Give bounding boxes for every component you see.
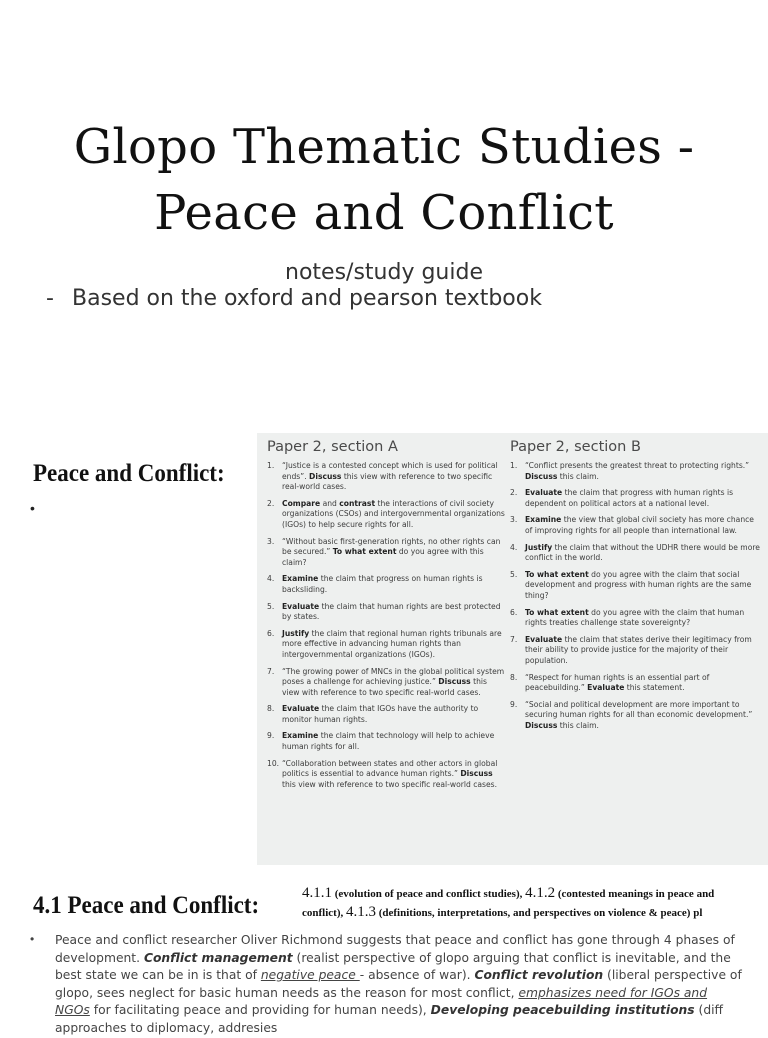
section-b-question-5 xyxy=(510,570,760,602)
command-term: Evaluate xyxy=(525,488,563,498)
question-text: the claim that without the UDHR there would be more conflict in the world. xyxy=(525,542,760,563)
section-41-heading: 4.1 Peace and Conflict: xyxy=(33,892,260,919)
section-a-question-9 xyxy=(267,731,505,752)
section-a-question-3 xyxy=(267,537,505,569)
subtopic-text: (evolution of peace and conflict studies), xyxy=(332,888,526,900)
command-term: contrast xyxy=(339,498,376,508)
section-a-column xyxy=(267,439,505,796)
question-text: the claim that technology will help to achieve human rights for all. xyxy=(282,731,495,752)
question-text: the claim that human rights are best protected by states. xyxy=(282,601,501,622)
section-b-question-2 xyxy=(510,488,760,509)
question-text: “Social and political development are more important to securing human rights for all than economic development.” xyxy=(525,699,753,720)
page-title-line-1: Glopo Thematic Studies - xyxy=(73,119,695,175)
section-a-question-2 xyxy=(267,499,505,531)
subtitle: notes/study guide xyxy=(285,260,483,285)
section-b-question-4 xyxy=(510,543,760,564)
question-number: 1. xyxy=(510,461,518,470)
paragraph-text: - absence of war). xyxy=(359,968,475,983)
question-text: this statement. xyxy=(624,683,685,693)
key-term: Developing peacebuilding institutions xyxy=(430,1003,695,1018)
question-number: 9. xyxy=(267,731,275,741)
section-a-question-4 xyxy=(267,574,505,595)
question-number: 3. xyxy=(267,536,275,546)
subtopic-number: 4.1.2 xyxy=(525,885,556,901)
question-text: “Collaboration between states and other actors in global politics is essential to advance human rights.” xyxy=(282,758,498,779)
key-term: Conflict management xyxy=(143,950,293,965)
question-number: 6. xyxy=(510,607,518,617)
question-text: the claim that IGOs have the authority to monitor human rights. xyxy=(282,704,479,724)
command-term: Discuss xyxy=(309,471,342,481)
command-term: Evaluate xyxy=(525,634,563,644)
question-text: the claim that progress on human rights is backsliding. xyxy=(282,574,483,594)
question-number: 4. xyxy=(267,574,275,584)
question-number: 7. xyxy=(510,634,518,644)
question-text: “Conflict presents the greatest threat to protecting rights.” xyxy=(525,461,750,470)
question-number: 3. xyxy=(510,515,518,525)
question-text: the interactions of civil society organizations (CSOs) and intergovernmental organizations (IGOs) to help secure rights for all. xyxy=(282,498,505,529)
question-text: the view that global civil society has more chance of improving rights for all people than international law. xyxy=(525,515,754,535)
question-number: 7. xyxy=(267,666,275,676)
section-b-heading: Paper 2, section B xyxy=(510,439,641,455)
question-number: 2. xyxy=(267,498,275,508)
question-number: 8. xyxy=(267,704,275,714)
question-number: 9. xyxy=(510,699,518,709)
subtopic-number: 4.1.1 xyxy=(302,885,332,901)
command-term: Examine xyxy=(282,574,319,584)
section-b-question-8 xyxy=(510,673,760,694)
paragraph-text: (liberal perspective of glopo, sees neglect for basic human needs as the reason for most conflict, xyxy=(55,968,742,1000)
command-term: Discuss xyxy=(525,720,558,730)
section-41-subtopics xyxy=(302,884,752,922)
question-number: 5. xyxy=(510,569,518,579)
command-term: To what extent xyxy=(525,607,589,617)
subtopic-text: (contested meanings in peace and conflict), xyxy=(302,888,715,919)
question-text: do you agree with this claim? xyxy=(282,547,484,567)
section-a-question-8 xyxy=(267,704,505,725)
section-41-paragraph xyxy=(55,932,745,1038)
command-term: Discuss xyxy=(460,769,493,779)
question-number: 2. xyxy=(510,488,518,498)
peace-conflict-heading: Peace and Conflict: xyxy=(33,460,225,487)
list-dash: - xyxy=(46,286,54,311)
question-number: 6. xyxy=(267,628,275,638)
question-text: this claim. xyxy=(557,720,599,730)
paragraph-bullet: • xyxy=(30,932,35,946)
subtopic-number: 4.1.3 xyxy=(345,904,376,920)
question-text: the claim that progress with human rights is dependent on political actors at a national level. xyxy=(525,488,734,508)
page-title-line-2: Peace and Conflict xyxy=(154,185,614,241)
command-term: Evaluate xyxy=(587,683,625,693)
question-number: 5. xyxy=(267,601,275,611)
based-on-line xyxy=(46,286,542,311)
section-b-list xyxy=(510,461,760,731)
question-number: 4. xyxy=(510,542,518,552)
paragraph-text: for facilitating peace and providing for human needs), xyxy=(89,1003,431,1018)
question-text: “Without basic first-generation rights, no other rights can be secured.” xyxy=(282,536,501,557)
section-a-question-7 xyxy=(267,667,505,699)
command-term: Evaluate xyxy=(282,704,320,714)
question-number: 10. xyxy=(267,758,280,768)
command-term: Examine xyxy=(525,515,562,525)
question-text: do you agree with the claim that human rights treaties challenge state sovereignty? xyxy=(525,607,745,628)
question-text: this view with reference to two specific real-world cases. xyxy=(282,779,498,789)
command-term: Compare xyxy=(282,498,321,508)
section-b-question-9 xyxy=(510,700,760,732)
based-on-text: Based on the oxford and pearson textbook xyxy=(72,286,542,311)
question-number: 8. xyxy=(510,672,518,682)
question-text: the claim that regional human rights tribunals are more effective in advancing human rights than intergovernmental organizations (IGOs). xyxy=(282,628,502,659)
section-b-column xyxy=(510,439,760,737)
paragraph-text: (diff approaches to diplomacy, addresies xyxy=(55,1003,724,1035)
section-b-question-1 xyxy=(510,461,760,482)
question-text: the claim that states derive their legitimacy from their ability to provide justice for the majority of their population. xyxy=(525,634,752,665)
section-a-heading: Paper 2, section A xyxy=(267,439,398,455)
command-term: Discuss xyxy=(525,471,558,481)
page-title xyxy=(0,114,768,246)
question-text: “Justice is a contested concept which is used for political ends”. xyxy=(282,461,498,481)
command-term: Justify xyxy=(282,628,310,638)
empty-bullet: • xyxy=(30,500,35,516)
exam-questions-image xyxy=(257,433,768,865)
command-term: Discuss xyxy=(438,677,471,687)
question-number: 1. xyxy=(267,461,275,470)
question-text: do you agree with the claim that social development and progress with human rights are the same thing? xyxy=(525,569,752,600)
section-b-question-7 xyxy=(510,635,760,667)
paragraph-text: (realist perspective of glopo arguing that conflict is inevitable, and the best state we can be in is that of xyxy=(55,950,731,983)
command-term: Evaluate xyxy=(282,601,320,611)
question-text: this claim. xyxy=(557,471,599,481)
section-a-question-5 xyxy=(267,602,505,623)
section-a-list xyxy=(267,461,505,790)
command-term: To what extent xyxy=(332,547,397,557)
command-term: Examine xyxy=(282,731,319,741)
question-text: this view with reference to two specific real-world cases. xyxy=(282,471,493,492)
command-term: Justify xyxy=(525,542,553,552)
command-term: To what extent xyxy=(525,569,589,579)
section-a-question-6 xyxy=(267,629,505,661)
question-text: this view with reference to two specific real-world cases. xyxy=(282,677,487,697)
key-term: Conflict revolution xyxy=(474,968,604,983)
underlined-phrase: negative peace xyxy=(260,968,360,983)
question-text: “Respect for human rights is an essential part of peacebuilding.” xyxy=(525,672,710,693)
question-text: and xyxy=(320,498,340,508)
paragraph-text: Peace and conflict researcher Oliver Richmond suggests that peace and conflict has gone through 4 phases of development. xyxy=(55,933,735,965)
section-b-question-3 xyxy=(510,515,760,536)
section-b-question-6 xyxy=(510,608,760,629)
section-a-question-1 xyxy=(267,461,505,493)
question-text: “The growing power of MNCs in the global political system poses a challenge for achieving justice.” xyxy=(282,666,505,687)
section-a-question-10 xyxy=(267,759,505,791)
subtopic-text: (definitions, interpretations, and perspectives on violence & peace) pl xyxy=(375,907,703,919)
underlined-phrase: emphasizes need for IGOs and NGOs xyxy=(55,985,708,1018)
